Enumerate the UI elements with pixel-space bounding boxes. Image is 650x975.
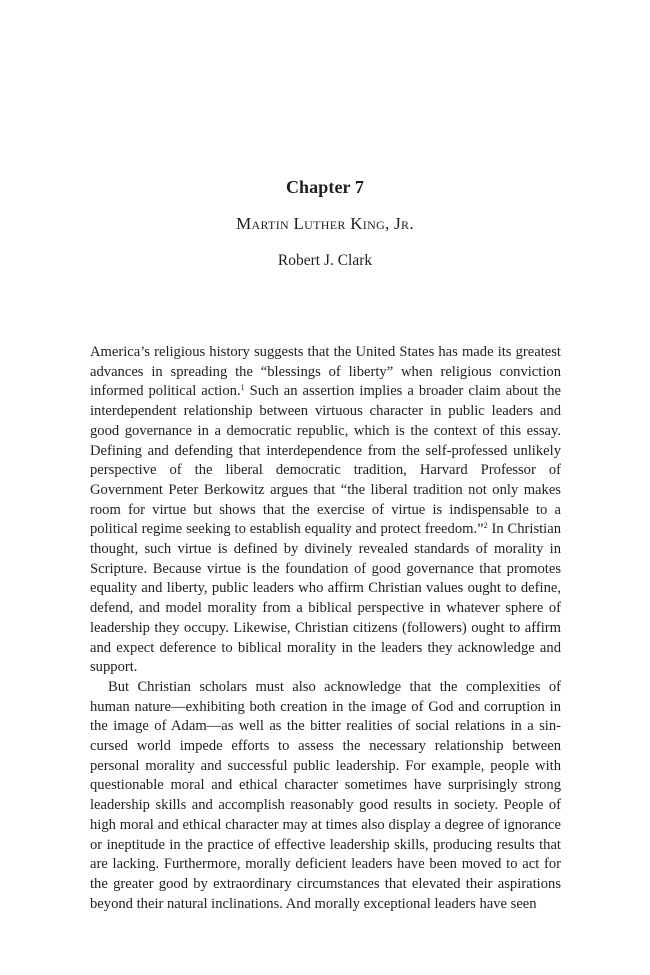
footnote-marker-1[interactable]: 1 [240,383,245,393]
chapter-label: Chapter 7 [285,177,365,197]
chapter-author: Robert J. Clark [277,252,373,269]
paragraph-1-part-c: In Christian thought, such virtue is defined by divinely revealed standards of morality in Scripture. Because virtue is the foundation of good governance that promotes equality and liberty, public leaders who affirm Christian values ought to define, defend, and model morality from a biblical perspective in whatever sphere of leadership they occupy. Likewise, Christian citizens (followers) ought to affirm and expect deference to biblical morality in the leaders they acknowledge and support. [90,521,562,676]
paragraph-2: But Christian scholars must also acknowledge that the complexities of human nature—exhibiting both creation in the image of God and corruption in the image of Adam—as well as the bitter realities of social relations in a sin-cursed world impede efforts to assess the necessary relationship between personal morality and successful public leadership. For example, people with questionable moral and ethical character sometimes have surprisingly strong leadership skills and accomplish reasonably good results in society. People of high moral and ethical character may at times also display a degree of ignorance or ineptitude in the practice of effective leadership skills, producing results that are lacking. Furthermore, morally deficient leaders have been moved to act for the greater good by extraordinary circumstances that elevated their aspirations beyond their natural inclinations. And morally exceptional leaders have seen [90,678,561,912]
paragraph-1-part-b: Such an assertion implies a broader claim about the interdependent relationship between virtuous character in public leaders and good governance in a democratic republic, which is the context of this essay. Defining and defending that interdependence from the self-professed unlikely perspective of the liberal democratic tradition, Harvard Professor of Government Peter Berkowitz argues that “the liberal tradition not only makes room for virtue but shows that the exercise of virtue is indispensable to a political regime seeking to establish equality and protect freedom.” [90,383,562,538]
chapter-body [90,343,561,914]
chapter-title: Martin Luther King, Jr. [236,214,414,233]
paragraph-1 [90,343,561,678]
paragraph-1-part-a: America’s religious history suggests that the United States has made its greatest advances in spreading the “blessings of liberty” when religious conviction informed political action. [90,344,561,400]
footnote-marker-2[interactable]: 2 [483,521,488,531]
